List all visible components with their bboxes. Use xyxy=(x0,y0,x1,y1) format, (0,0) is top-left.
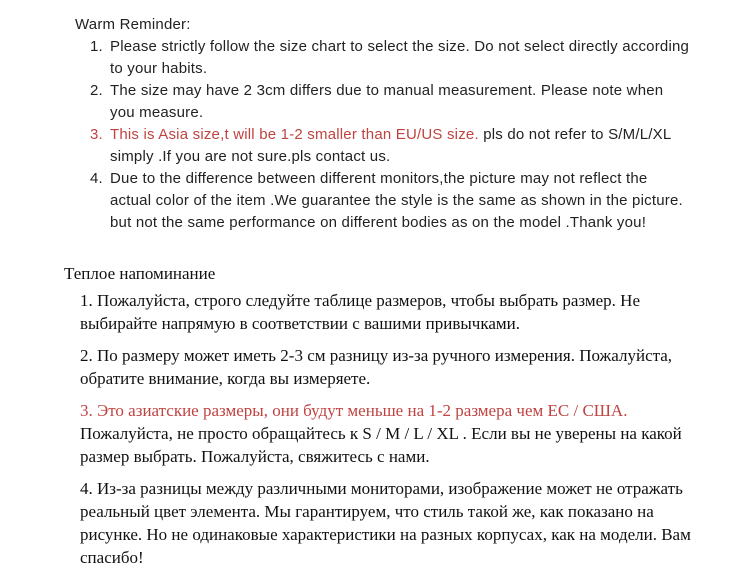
reminder-item-ru-3 xyxy=(80,399,705,468)
item-text: Please strictly follow the size chart to select the size. Do not select directly according to your habits. xyxy=(110,38,690,77)
item-text: Due to the difference between different monitors,the picture may not reflect the actual color of the item .We guarantee the style is the same as shown in the picture. but not the same performance on different bodies as on the model .Thank you! xyxy=(110,170,683,231)
english-reminder-section xyxy=(64,14,710,234)
russian-section-title: Теплое напоминание xyxy=(64,264,216,283)
reminder-item-en-4 xyxy=(90,168,690,234)
item-text-highlighted: 3. Это азиатские размеры, они будут меньше на 1-2 размера чем ЕС / США. xyxy=(80,401,628,420)
item-number: 4. xyxy=(90,170,103,187)
item-number: 1. xyxy=(90,38,103,55)
item-text-rest: Пожалуйста, не просто обращайтесь к S / M / L / XL . Если вы не уверены на какой размер выбрать. Пожалуйста, свяжитесь с нами. xyxy=(80,424,682,466)
item-text-highlighted: This is Asia size,t will be 1-2 smaller than EU/US size. xyxy=(110,126,479,143)
reminder-item-ru-4: 4. Из-за разницы между различными мониторами, изображение может не отражать реальный цвет элемента. Мы гарантируем, что стиль такой же, как показано на рисунке. Но не одинаковые характеристики на разных корпусах, как на модели. Вам спасибо! xyxy=(80,479,691,567)
reminder-item-en-2 xyxy=(90,80,690,124)
item-number: 2. xyxy=(90,82,103,99)
reminder-item-en-1 xyxy=(90,36,690,80)
item-text-rest: pls do not refer to S/M/L/XL simply .If you are not sure.pls contact us. xyxy=(110,126,671,165)
item-number: 3. xyxy=(90,126,103,143)
english-section-title: Warm Reminder: xyxy=(75,16,191,33)
reminder-item-ru-2: 2. По размеру может иметь 2-3 см разницу из-за ручного измерения. Пожалуйста, обратите внимание, когда вы измеряете. xyxy=(80,346,673,388)
item-text xyxy=(110,124,690,168)
russian-reminder-section xyxy=(64,262,710,569)
item-text: The size may have 2 3cm differs due to manual measurement. Please note when you measure. xyxy=(110,82,664,121)
reminder-item-ru-1: 1. Пожалуйста, строго следуйте таблице размеров, чтобы выбрать размер. Не выбирайте напрямую в соответствии с вашими привычками. xyxy=(80,291,640,333)
reminder-item-en-3 xyxy=(90,124,690,168)
